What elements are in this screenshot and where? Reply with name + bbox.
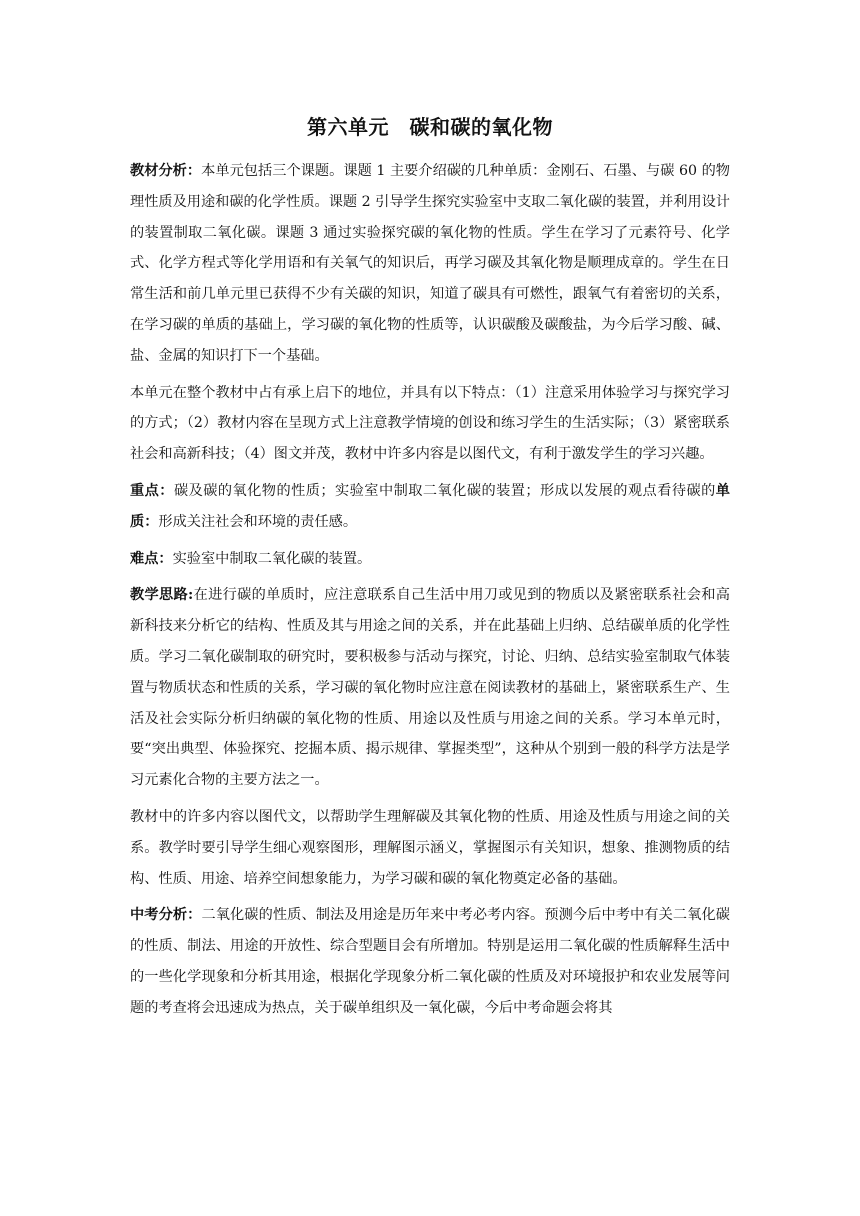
illustration-text: 教材中的许多内容以图代文，以帮助学生理解碳及其氧化物的性质、用途及性质与用途之间的关系。教学时要引导学生细心观察图形，理解图示涵义，掌握图示有关知识，想象、推测物质的结构、性质、用途、培养空间想象能力，为学习碳和碳的氧化物奠定必备的基础。 (130, 808, 730, 887)
unit-position-paragraph (130, 378, 730, 470)
teaching-approach-label: 教学思路: (130, 587, 194, 604)
substance-text: 形成关注社会和环境的责任感。 (158, 513, 358, 530)
key-point-label: 重点： (130, 482, 174, 499)
key-point-paragraph (130, 476, 730, 538)
textbook-analysis-paragraph (130, 156, 730, 372)
exam-analysis-text: 二氧化碳的性质、制法及用途是历年来中考必考内容。预测今后中考中有关二氧化碳的性质、制法、用途的开放性、综合型题目会有所增加。特别是运用二氧化碳的性质解释生活中的一些化学现象和分析其用途，根据化学现象分析二氧化碳的性质及对环境报护和农业发展等问题的考查将会迅速成为热点，关于碳单组织及一氧化碳，今后中考命题会将其 (130, 907, 730, 1016)
exam-analysis-label: 中考分析： (130, 907, 202, 924)
document-body (130, 112, 730, 1030)
textbook-analysis-text: 本单元包括三个课题。课题 1 主要介绍碳的几种单质：金刚石、石墨、与碳 60 的物理性质及用途和碳的化学性质。课题 2 引导学生探究实验室中支取二氧化碳的装置，并利用设计的装置制取二氧化碳。课题 3 通过实验探究碳的氧化物的性质。学生在学习了元素符号、化学式、化学方程式等化学用语和有关氧气的知识后，再学习碳及其氧化物是顺理成章的。学生在日常生活和前几单元里已获得不少有关碳的知识，知道了碳具有可燃性，跟氧气有着密切的关系，在学习碳的单质的基础上，学习碳的氧化物的性质等，认识碳酸及碳酸盐，为今后学习酸、碱、盐、金属的知识打下一个基础。 (130, 163, 730, 364)
textbook-analysis-label: 教材分析： (130, 163, 202, 179)
key-point-text: 碳及碳的氧化物的性质；实验室中制取二氧化碳的装置；形成以发展的观点看待碳的 (173, 482, 716, 499)
difficulty-text: 实验室中制取二氧化碳的装置。 (172, 550, 372, 567)
unit-position-text: 本单元在整个教材中占有承上启下的地位，并具有以下特点：（1）注意采用体验学习与探究学习的方式；（2）教材内容在呈现方式上注意教学情境的创设和练习学生的生活实际；（3）紧密联系社会和高新科技；（4）图文并茂，教材中许多内容是以图代文，有利于激发学生的学习兴趣。 (130, 384, 730, 463)
difficulty-paragraph (130, 544, 730, 575)
exam-analysis-paragraph (130, 900, 730, 1023)
teaching-approach-paragraph (130, 580, 730, 796)
teaching-approach-text: 在进行碳的单质时，应注意联系自己生活中用刀或见到的物质以及紧密联系社会和高新科技来分析它的结构、性质及其与用途之间的关系，并在此基础上归纳、总结碳单质的化学性质。学习二氧化碳制取的研究时，要积极参与活动与探究，讨论、归纳、总结实验室制取气体装置与物质状态和性质的关系，学习碳的氧化物时应注意在阅读教材的基础上，紧密联系生产、生活及社会实际分析归纳碳的氧化物的性质、用途以及性质与用途之间的关系。学习本单元时，要“突出典型、体验探究、挖掘本质、揭示规律、掌握类型”，这种从个别到一般的科学方法是学习元素化合物的主要方法之一。 (130, 587, 730, 789)
illustration-paragraph (130, 802, 730, 894)
difficulty-label: 难点： (130, 550, 173, 567)
substance-label: 单质： (130, 482, 730, 530)
document-title: 第六单元 碳和碳的氧化物 (307, 115, 553, 139)
